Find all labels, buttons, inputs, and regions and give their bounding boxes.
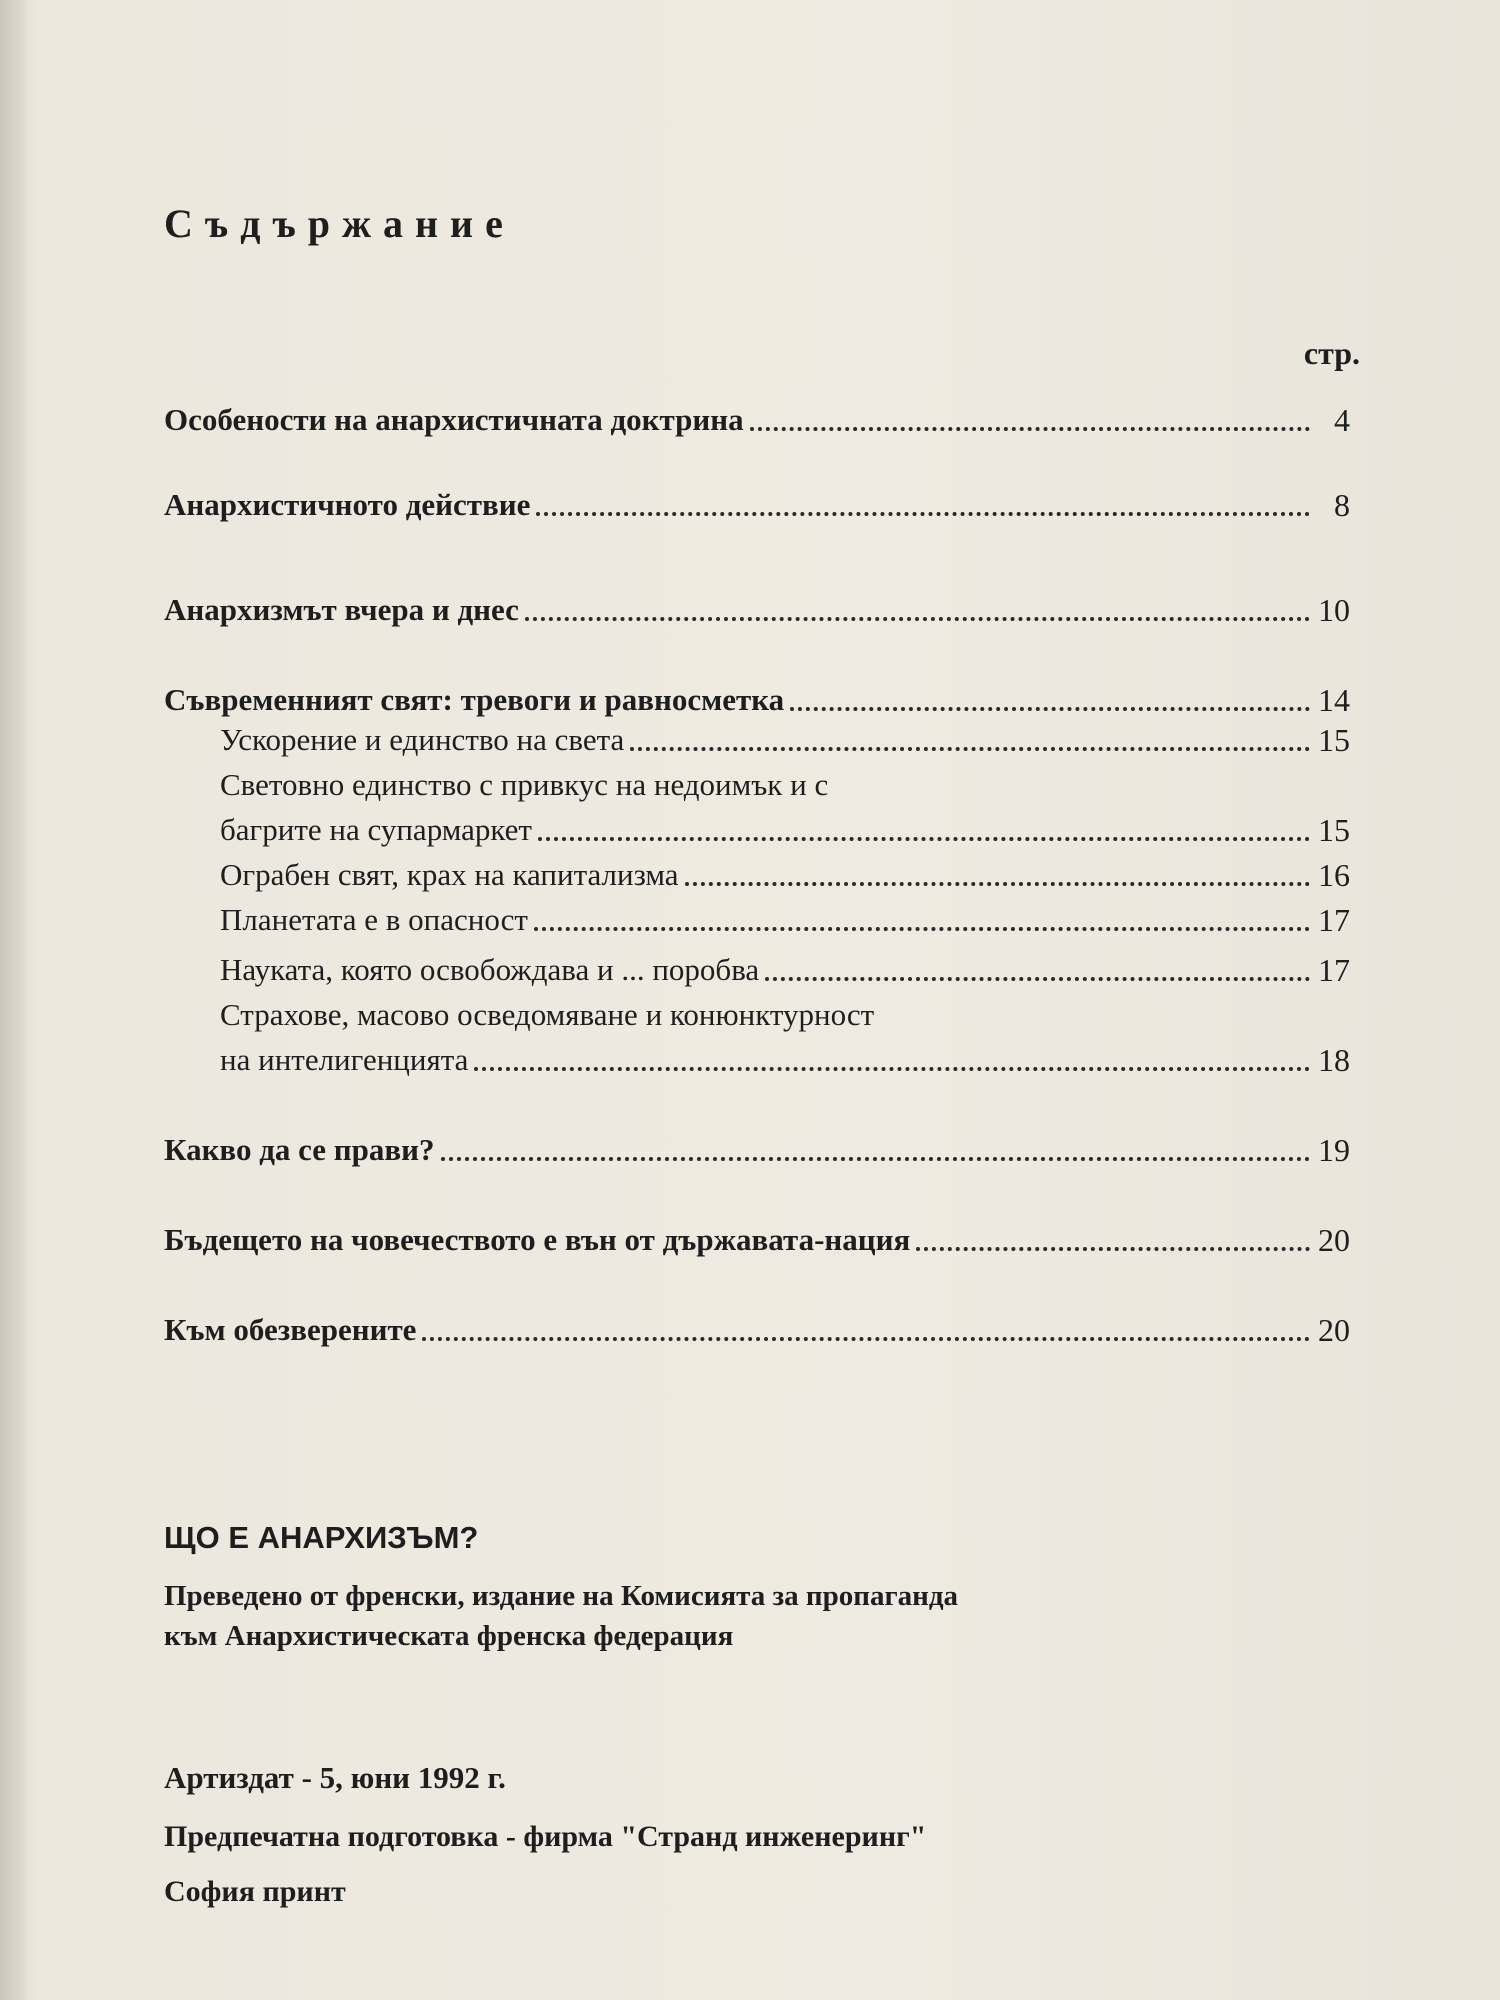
toc-subentry (220, 1040, 1350, 1080)
page-gutter-shadow (0, 0, 26, 2000)
dot-leader (534, 927, 1310, 931)
toc-entry-label: Какво да се прави? (164, 1132, 435, 1167)
toc-entry (164, 400, 1350, 440)
toc-entry-label: Бъдещето на човечеството е вън от държавата-нация (164, 1222, 911, 1257)
toc-subentry-line1: Световно единство с привкус на недоимък и с (220, 767, 829, 802)
toc-entry (164, 1310, 1350, 1350)
toc-entry-page: 15 (1318, 722, 1350, 758)
toc-entry-label: Планетата е в опасност (220, 902, 528, 937)
dot-leader (916, 1247, 1310, 1251)
prepress-line: Предпечатна подготовка - фирма "Странд инженеринг" (164, 1820, 927, 1853)
toc-subentry (220, 720, 1350, 760)
book-title: ЩО Е АНАРХИЗЪМ? (164, 1520, 479, 1555)
translation-note-line1: Преведено от френски, издание на Комисията за пропаганда (164, 1580, 959, 1612)
toc-entry-page: 18 (1318, 1042, 1350, 1078)
toc-entry-page: 20 (1318, 1312, 1350, 1348)
dot-leader (630, 747, 1310, 751)
dot-leader (765, 977, 1310, 981)
dot-leader (750, 427, 1310, 431)
toc-title: Съдържание (164, 201, 515, 246)
toc-entry-page: 14 (1318, 682, 1350, 718)
toc-entry-label: Науката, която освобождава и ... поробва (220, 952, 760, 987)
dot-leader (536, 512, 1310, 516)
toc-entry-label: Към обезверените (164, 1312, 417, 1347)
toc-entry (164, 1130, 1350, 1170)
toc-entry-page: 8 (1334, 487, 1350, 523)
toc-entry-label: Анархизмът вчера и днес (164, 592, 519, 627)
toc-entry-page: 16 (1318, 857, 1350, 893)
toc-entry-page: 19 (1318, 1132, 1350, 1168)
dot-leader (538, 837, 1310, 841)
toc-subentry (220, 810, 1350, 850)
toc-entry (164, 680, 1350, 720)
toc-entry-label: Ограбен свят, крах на капитализма (220, 857, 679, 892)
dot-leader (422, 1337, 1310, 1341)
toc-entry-label: Съвременният свят: тревоги и равносметка (164, 682, 785, 717)
toc-entry-label: багрите на супармаркет (220, 812, 532, 847)
toc-entry (164, 590, 1350, 630)
printer-line: София принт (164, 1875, 346, 1908)
dot-leader (525, 617, 1310, 621)
dot-leader (441, 1157, 1311, 1161)
toc-entry-label: на интелигенцията (220, 1042, 469, 1077)
toc-entry-page: 4 (1334, 402, 1350, 438)
toc-subentry (220, 900, 1350, 940)
dot-leader (685, 882, 1310, 886)
toc-entry-page: 17 (1318, 952, 1350, 988)
publisher-line: Артиздат - 5, юни 1992 г. (164, 1760, 506, 1795)
toc-subentry-line1: Страхове, масово осведомяване и конюнктурност (220, 997, 875, 1032)
translation-note-line2: към Анархистическата френска федерация (164, 1620, 734, 1652)
toc-entry-page: 20 (1318, 1222, 1350, 1258)
toc-entry-page: 10 (1318, 592, 1350, 628)
toc-entry-page: 17 (1318, 902, 1350, 938)
toc-entry (164, 485, 1350, 525)
toc-entry-label: Ускорение и единство на света (220, 722, 625, 757)
page-column-label: стр. (1303, 335, 1360, 371)
dot-leader (790, 707, 1310, 711)
toc-entry-label: Особености на анархистичната доктрина (164, 402, 744, 437)
toc-subentry (220, 950, 1350, 990)
toc-entry-label: Анархистичното действие (164, 487, 531, 522)
toc-entry (164, 1220, 1350, 1260)
toc-entry-page: 15 (1318, 812, 1350, 848)
dot-leader (474, 1067, 1310, 1071)
toc-subentry (220, 855, 1350, 895)
